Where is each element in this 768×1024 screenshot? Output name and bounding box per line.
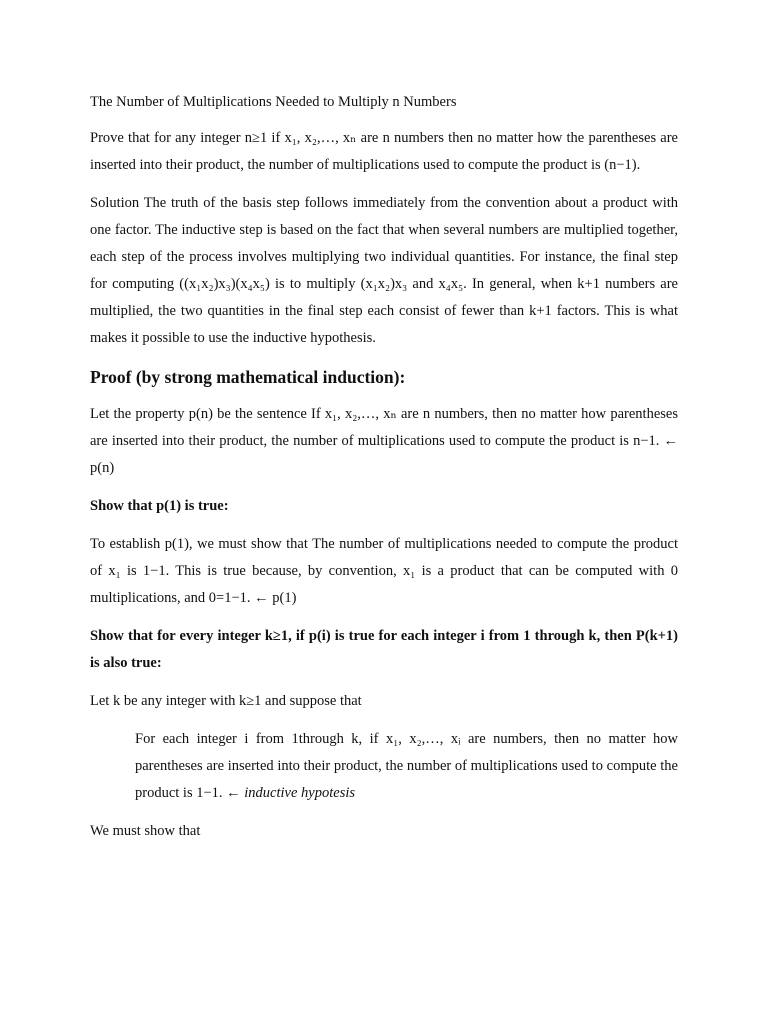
hypothesis-paragraph	[135, 726, 678, 807]
basis-heading: Show that p(1) is true:	[90, 498, 229, 514]
must-show-paragraph: We must show that	[90, 823, 201, 839]
proof-heading: Proof (by strong mathematical induction):	[90, 367, 406, 387]
document-page	[90, 88, 678, 856]
let-k-paragraph: Let k be any integer with k≥1 and suppose that	[90, 693, 362, 709]
hypothesis-label: inductive hypotesis	[244, 785, 356, 801]
solution-paragraph: Solution The truth of the basis step follows immediately from the convention about a product with one factor. The inductive step is based on the fact that when several numbers are multiplied together, each step of the process involves multiplying two individual quantities. For instance, the final step for computing ((x₁x₂)x₃)(x₄x₅) is to multiply (x₁x₂)x₃ and x₄x₅. In general, when k+1 numbers are multiplied, the two quantities in the final step each consist of fewer than k+1 factors. This is what makes it possible to use the inductive hypothesis.	[90, 195, 678, 346]
intro-paragraph: Prove that for any integer n≥1 if x₁, x₂,…, xₙ are n numbers then no matter how the parentheses are inserted into their product, the number of multiplications used to compute the product is (n−1).	[90, 130, 678, 173]
property-paragraph: Let the property p(n) be the sentence If x₁, x₂,…, xₙ are n numbers, then no matter how parentheses are inserted into their product, the number of multiplications used to compute the product is n−1. ← p(n)	[90, 406, 678, 476]
basis-paragraph: To establish p(1), we must show that The number of multiplications needed to compute the product of x₁ is 1−1. This is true because, by convention, x₁ is a product that can be computed with 0 multiplications, and 0=1−1. ← p(1)	[90, 536, 678, 606]
hypothesis-text: For each integer i from 1through k, if x₁, x₂,…, xᵢ are numbers, then no matter how parentheses are inserted into their product, the number of multiplications used to compute the product is 1−1. ←	[135, 731, 678, 801]
inductive-step-heading: Show that for every integer k≥1, if p(i) is true for each integer i from 1 through k, then P(k+1) is also true:	[90, 628, 678, 671]
document-title: The Number of Multiplications Needed to Multiply n Numbers	[90, 94, 457, 110]
